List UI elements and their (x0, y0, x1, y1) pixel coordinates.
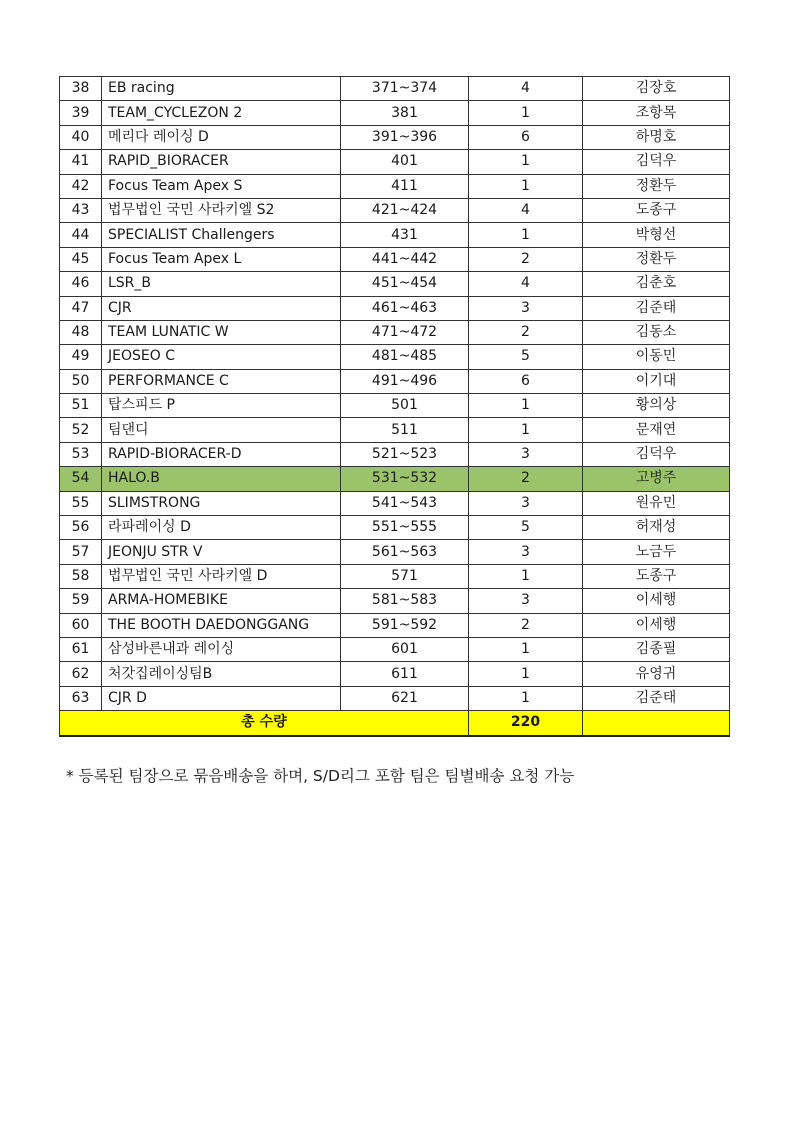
total-label: 총 수량 (60, 711, 469, 736)
team-manager: 김준태 (583, 686, 730, 710)
table-row (60, 491, 730, 515)
table-row (60, 686, 730, 710)
table-row (60, 662, 730, 686)
team-name: CJR (102, 296, 341, 320)
table-row (60, 418, 730, 442)
team-manager: 문재연 (583, 418, 730, 442)
quantity: 3 (469, 442, 583, 466)
table-body (60, 77, 730, 736)
quantity: 6 (469, 369, 583, 393)
row-number: 59 (60, 589, 102, 613)
bib-numbers: 401 (341, 150, 469, 174)
table-row (60, 198, 730, 222)
team-manager: 김종필 (583, 637, 730, 661)
team-name: SLIMSTRONG (102, 491, 341, 515)
table-row (60, 637, 730, 661)
bib-numbers: 471~472 (341, 320, 469, 344)
quantity: 4 (469, 77, 583, 101)
quantity: 1 (469, 662, 583, 686)
quantity: 3 (469, 491, 583, 515)
team-manager: 노금두 (583, 540, 730, 564)
team-manager: 김덕우 (583, 150, 730, 174)
team-name: 처갓집레이싱팀B (102, 662, 341, 686)
row-number: 43 (60, 198, 102, 222)
row-number: 60 (60, 613, 102, 637)
row-number: 61 (60, 637, 102, 661)
bib-numbers: 411 (341, 174, 469, 198)
row-number: 50 (60, 369, 102, 393)
row-number: 53 (60, 442, 102, 466)
table-row (60, 589, 730, 613)
bib-numbers: 491~496 (341, 369, 469, 393)
row-number: 44 (60, 223, 102, 247)
quantity: 5 (469, 345, 583, 369)
quantity: 1 (469, 174, 583, 198)
bib-numbers: 551~555 (341, 516, 469, 540)
total-empty-cell (583, 711, 730, 736)
table-row (60, 516, 730, 540)
bib-numbers: 601 (341, 637, 469, 661)
quantity: 4 (469, 198, 583, 222)
total-value: 220 (469, 711, 583, 736)
quantity: 3 (469, 540, 583, 564)
team-manager: 황의상 (583, 394, 730, 418)
quantity: 2 (469, 613, 583, 637)
row-number: 51 (60, 394, 102, 418)
row-number: 42 (60, 174, 102, 198)
table-row (60, 564, 730, 588)
team-name: 메리다 레이싱 D (102, 125, 341, 149)
team-manager: 김준태 (583, 296, 730, 320)
team-name: ARMA-HOMEBIKE (102, 589, 341, 613)
team-name: RAPID-BIORACER-D (102, 442, 341, 466)
team-manager: 조항목 (583, 101, 730, 125)
team-manager: 고병주 (583, 467, 730, 491)
table-row (60, 272, 730, 296)
team-manager: 김덕우 (583, 442, 730, 466)
team-name: Focus Team Apex L (102, 247, 341, 271)
bib-numbers: 381 (341, 101, 469, 125)
bib-numbers: 581~583 (341, 589, 469, 613)
team-name: 라파레이싱 D (102, 516, 341, 540)
team-name: TEAM_CYCLEZON 2 (102, 101, 341, 125)
quantity: 3 (469, 589, 583, 613)
team-manager: 이동민 (583, 345, 730, 369)
quantity: 1 (469, 686, 583, 710)
team-manager: 도종구 (583, 564, 730, 588)
team-name: JEOSEO C (102, 345, 341, 369)
table-row (60, 345, 730, 369)
team-name: JEONJU STR V (102, 540, 341, 564)
team-manager: 이기대 (583, 369, 730, 393)
bib-numbers: 391~396 (341, 125, 469, 149)
row-number: 56 (60, 516, 102, 540)
team-name: Focus Team Apex S (102, 174, 341, 198)
row-number: 40 (60, 125, 102, 149)
quantity: 2 (469, 247, 583, 271)
table-row (60, 296, 730, 320)
table-row (60, 369, 730, 393)
team-name: SPECIALIST Challengers (102, 223, 341, 247)
team-name: 탑스피드 P (102, 394, 341, 418)
bib-numbers: 561~563 (341, 540, 469, 564)
team-manager: 박형선 (583, 223, 730, 247)
bib-numbers: 521~523 (341, 442, 469, 466)
team-name: EB racing (102, 77, 341, 101)
quantity: 1 (469, 564, 583, 588)
team-manager: 허재성 (583, 516, 730, 540)
bib-numbers: 431 (341, 223, 469, 247)
team-name: LSR_B (102, 272, 341, 296)
row-number: 39 (60, 101, 102, 125)
team-name: RAPID_BIORACER (102, 150, 341, 174)
team-name: THE BOOTH DAEDONGGANG (102, 613, 341, 637)
team-name: HALO.B (102, 467, 341, 491)
quantity: 5 (469, 516, 583, 540)
team-manager: 이세행 (583, 589, 730, 613)
quantity: 4 (469, 272, 583, 296)
row-number: 49 (60, 345, 102, 369)
team-manager: 김장호 (583, 77, 730, 101)
table-row (60, 125, 730, 149)
table-row (60, 223, 730, 247)
bib-numbers: 571 (341, 564, 469, 588)
table-row (60, 150, 730, 174)
table-row (60, 540, 730, 564)
bib-numbers: 451~454 (341, 272, 469, 296)
table-row (60, 442, 730, 466)
row-number: 38 (60, 77, 102, 101)
team-name: 삼성바른내과 레이싱 (102, 637, 341, 661)
row-number: 58 (60, 564, 102, 588)
team-name: PERFORMANCE C (102, 369, 341, 393)
footnote: * 등록된 팀장으로 묶음배송을 하며, S/D리그 포함 팀은 팀별배송 요청 가능 (66, 767, 575, 785)
bib-numbers: 511 (341, 418, 469, 442)
quantity: 1 (469, 418, 583, 442)
team-manager: 하명호 (583, 125, 730, 149)
quantity: 1 (469, 223, 583, 247)
row-number: 52 (60, 418, 102, 442)
table-row (60, 467, 730, 491)
row-number: 41 (60, 150, 102, 174)
team-name: 법무법인 국민 사라키엘 D (102, 564, 341, 588)
quantity: 2 (469, 467, 583, 491)
table-row (60, 613, 730, 637)
row-number: 47 (60, 296, 102, 320)
row-number: 62 (60, 662, 102, 686)
team-manager: 김동소 (583, 320, 730, 344)
row-number: 54 (60, 467, 102, 491)
team-manager: 이세행 (583, 613, 730, 637)
row-number: 55 (60, 491, 102, 515)
quantity: 1 (469, 101, 583, 125)
table-row (60, 247, 730, 271)
team-name: 법무법인 국민 사라키엘 S2 (102, 198, 341, 222)
quantity: 1 (469, 394, 583, 418)
bib-numbers: 531~532 (341, 467, 469, 491)
table-row (60, 320, 730, 344)
bib-numbers: 541~543 (341, 491, 469, 515)
table-row (60, 394, 730, 418)
bib-numbers: 481~485 (341, 345, 469, 369)
total-row (60, 711, 730, 736)
bib-numbers: 371~374 (341, 77, 469, 101)
bib-numbers: 501 (341, 394, 469, 418)
quantity: 6 (469, 125, 583, 149)
row-number: 57 (60, 540, 102, 564)
team-name: CJR D (102, 686, 341, 710)
bib-numbers: 441~442 (341, 247, 469, 271)
bib-numbers: 591~592 (341, 613, 469, 637)
quantity: 1 (469, 150, 583, 174)
quantity: 3 (469, 296, 583, 320)
team-shipping-table (59, 76, 730, 737)
bib-numbers: 461~463 (341, 296, 469, 320)
row-number: 63 (60, 686, 102, 710)
table-row (60, 101, 730, 125)
table-row (60, 77, 730, 101)
team-manager: 정환두 (583, 247, 730, 271)
bib-numbers: 611 (341, 662, 469, 686)
team-name: TEAM LUNATIC W (102, 320, 341, 344)
team-manager: 유영귀 (583, 662, 730, 686)
bib-numbers: 421~424 (341, 198, 469, 222)
quantity: 1 (469, 637, 583, 661)
table-row (60, 174, 730, 198)
team-name: 팀댄디 (102, 418, 341, 442)
team-manager: 원유민 (583, 491, 730, 515)
bib-numbers: 621 (341, 686, 469, 710)
quantity: 2 (469, 320, 583, 344)
team-manager: 정환두 (583, 174, 730, 198)
team-manager: 김춘호 (583, 272, 730, 296)
row-number: 48 (60, 320, 102, 344)
team-manager: 도종구 (583, 198, 730, 222)
row-number: 45 (60, 247, 102, 271)
row-number: 46 (60, 272, 102, 296)
